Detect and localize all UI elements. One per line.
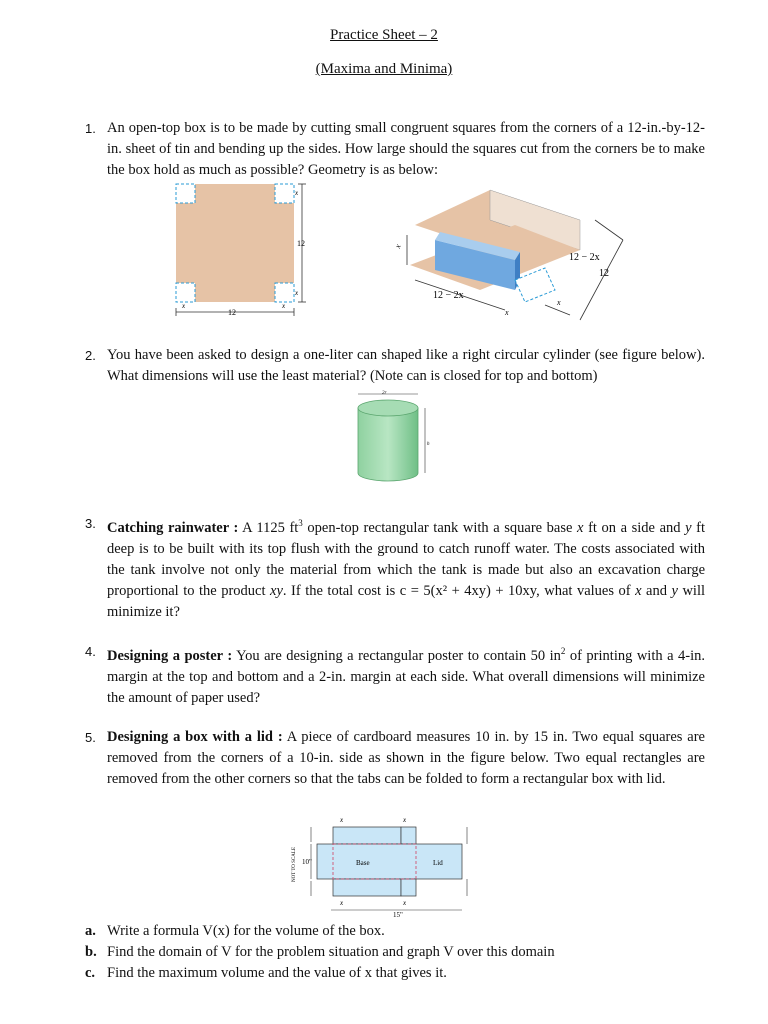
x-label: x	[340, 899, 344, 907]
length-label-b: 12 − 2x	[569, 252, 600, 263]
x-label: x	[182, 302, 186, 310]
question-text: You have been asked to design a one-liter can shaped like a right circular cylinder (see figure below). What dimensions will use the least material? (Note can is closed for top and bottom)	[107, 347, 705, 384]
x-label: x	[295, 189, 299, 197]
sheet-figure	[170, 180, 315, 320]
lid-label: Lid	[433, 859, 443, 867]
corner-square	[275, 283, 294, 302]
box-net-figure	[285, 812, 485, 922]
x-label: x	[403, 899, 407, 907]
x-label: x	[295, 289, 299, 297]
ten-inch-label: 10"	[302, 858, 312, 866]
subpart-a: a. Write a formula V(x) for the volume of the box.	[85, 923, 385, 939]
x-label: x	[557, 298, 561, 307]
length-label-c: 12	[599, 268, 609, 279]
question-1	[85, 118, 705, 181]
question-number: 3.	[85, 516, 96, 531]
question-number: 5.	[85, 730, 96, 745]
side-length-label: 12	[297, 239, 305, 248]
corner-square	[176, 283, 195, 302]
cylinder-figure	[350, 388, 435, 488]
question-number: 1.	[85, 121, 96, 136]
x-label: x	[393, 243, 403, 250]
subpart-c: c. Find the maximum volume and the value of x that gives it.	[85, 965, 447, 981]
question-5	[85, 727, 705, 790]
question-number: 2.	[85, 348, 96, 363]
question-text: Designing a box with a lid : A piece of cardboard measures 10 in. by 15 in. Two equal squares are removed from the corners of a 10-in. side as shown in the figure below. Two equal rectangles are removed from the other corners so that the tabs can be folded to form a rectangular box with lid.	[107, 729, 705, 787]
length-label-a: 12 − 2x	[433, 290, 464, 301]
x-label: x	[340, 816, 344, 824]
subpart-b: b. Find the domain of V for the problem situation and graph V over this domain	[85, 944, 555, 960]
x-label: x	[282, 302, 286, 310]
page-subtitle: (Maxima and Minima)	[315, 61, 453, 77]
question-text: An open-top box is to be made by cutting small congruent squares from the corners of a 12-in.-by-12-in. sheet of tin and bending up the sides. How large should the squares cut from the corners be to make the box hold as much as possible? Geometry is as below:	[107, 120, 705, 178]
x-label: x	[403, 816, 407, 824]
question-number: 4.	[85, 644, 96, 659]
diameter-label: 2r	[382, 391, 387, 396]
cylinder-top	[358, 400, 418, 416]
cost-formula: c = 5(x² + 4xy) + 10xy,	[399, 582, 540, 599]
question-text: Catching rainwater : A 1125 $ft^3$ open-top rectangular tank with a square base x ft on a side and y ft deep is to be built with its top flush with the ground to catch runoff water. The costs associated with the tank involve not only the material from which the tank is made but also an excavation charge proportional to the product xy. If the total cost is c = 5(x² + 4xy) + 10xy, what values of x and y will minimize it?	[107, 518, 706, 620]
question-text: Designing a poster : You are designing a rectangular poster to contain 50 $in^2$ of printing with a 4-in. margin at the top and bottom and a 2-in. margin at each side. What overall dimensions will minimize the amount of paper used?	[107, 646, 705, 706]
cylinder-body	[358, 408, 418, 481]
base-label: Base	[356, 859, 370, 867]
question-2	[85, 345, 705, 387]
corner-square	[176, 184, 195, 203]
corner-square	[275, 184, 294, 203]
bottom-length-label: 12	[228, 308, 236, 317]
page-title: Practice Sheet – 2	[330, 27, 438, 43]
question-4	[85, 641, 705, 709]
height-label: h	[427, 442, 430, 447]
question-3	[85, 513, 705, 623]
fifteen-inch-label: 15"	[393, 911, 403, 919]
not-to-scale-note: NOT TO SCALE	[292, 846, 297, 882]
box-figure	[395, 180, 640, 325]
x-label: x	[505, 308, 509, 317]
